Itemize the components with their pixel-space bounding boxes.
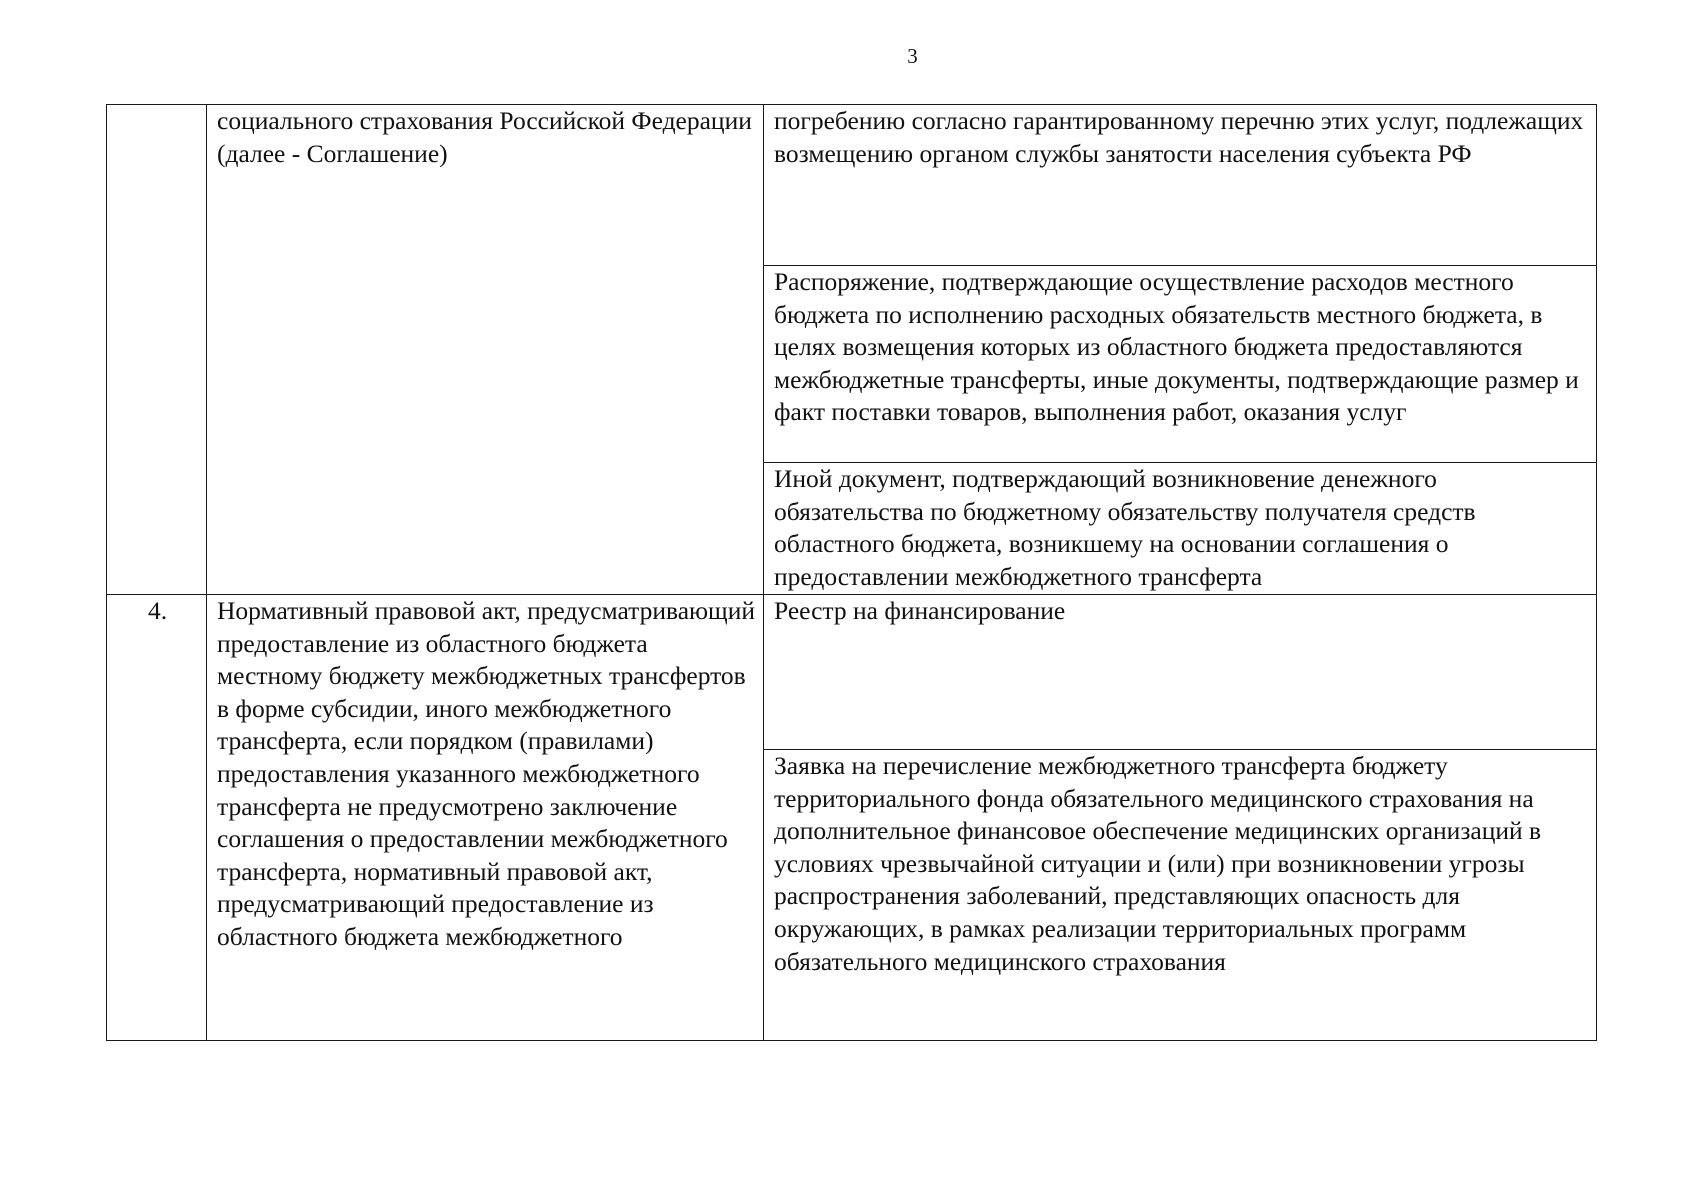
- payment-document-cell: [764, 463, 1597, 595]
- payment-document-cell: [764, 750, 1597, 1041]
- row-number: 4.: [147, 596, 168, 625]
- payment-document-text: Заявка на перечисление межбюджетного трансферта бюджету территориального фонда обязательного медицинского страхования на дополнительное финансовое обеспечение медицинских организаций в условиях чрезвычайной ситуации и (или) при возникновении угрозы распространения заболеваний, представляющих опасность для окружающих, в рамках реализации территориальных программ обязательного медицинского страхования: [774, 751, 1542, 976]
- payment-document-text: Распоряжение, подтверждающие осуществление расходов местного бюджета по исполнению расходных обязательств местного бюджета, в целях возмещения которых из областного бюджета предоставляются межбюджетные трансферты, иные документы, подтверждающие размер и факт поставки товаров, выполнения работ, оказания услуг: [774, 267, 1579, 427]
- basis-document-cell: [207, 105, 764, 595]
- table-row: [107, 105, 1597, 266]
- page-number: 3: [907, 44, 918, 68]
- row-number-cell: [107, 105, 207, 595]
- payment-document-cell: [764, 595, 1597, 750]
- basis-document-text: Нормативный правовой акт, предусматривающий предоставление из областного бюджета местному бюджету межбюджетных трансфертов в форме субсидии, иного межбюджетного трансферта, если порядком (правилами) предоставления указанного межбюджетного трансферта не предусмотрено заключение соглашения о предоставлении межбюджетного трансферта, нормативный правовой акт, предусматривающий предоставление из областного бюджета межбюджетного: [217, 596, 755, 951]
- basis-document-cell: [207, 595, 764, 1041]
- payment-document-cell: [764, 266, 1597, 463]
- payment-document-text: Иной документ, подтверждающий возникновение денежного обязательства по бюджетному обязательству получателя средств областного бюджета, возникшему на основании соглашения о предоставлении межбюджетного трансферта: [774, 464, 1476, 591]
- payment-document-text: Реестр на финансирование: [774, 596, 1066, 625]
- row-number-cell: [107, 595, 207, 1041]
- table-row: [107, 595, 1597, 750]
- basis-document-text: социального страхования Российской Федерации (далее - Соглашение): [217, 106, 752, 168]
- payment-document-text: погребению согласно гарантированному перечню этих услуг, подлежащих возмещению органом службы занятости населения субъекта РФ: [774, 106, 1584, 168]
- documents-table: [106, 104, 1597, 1041]
- payment-document-cell: [764, 105, 1597, 266]
